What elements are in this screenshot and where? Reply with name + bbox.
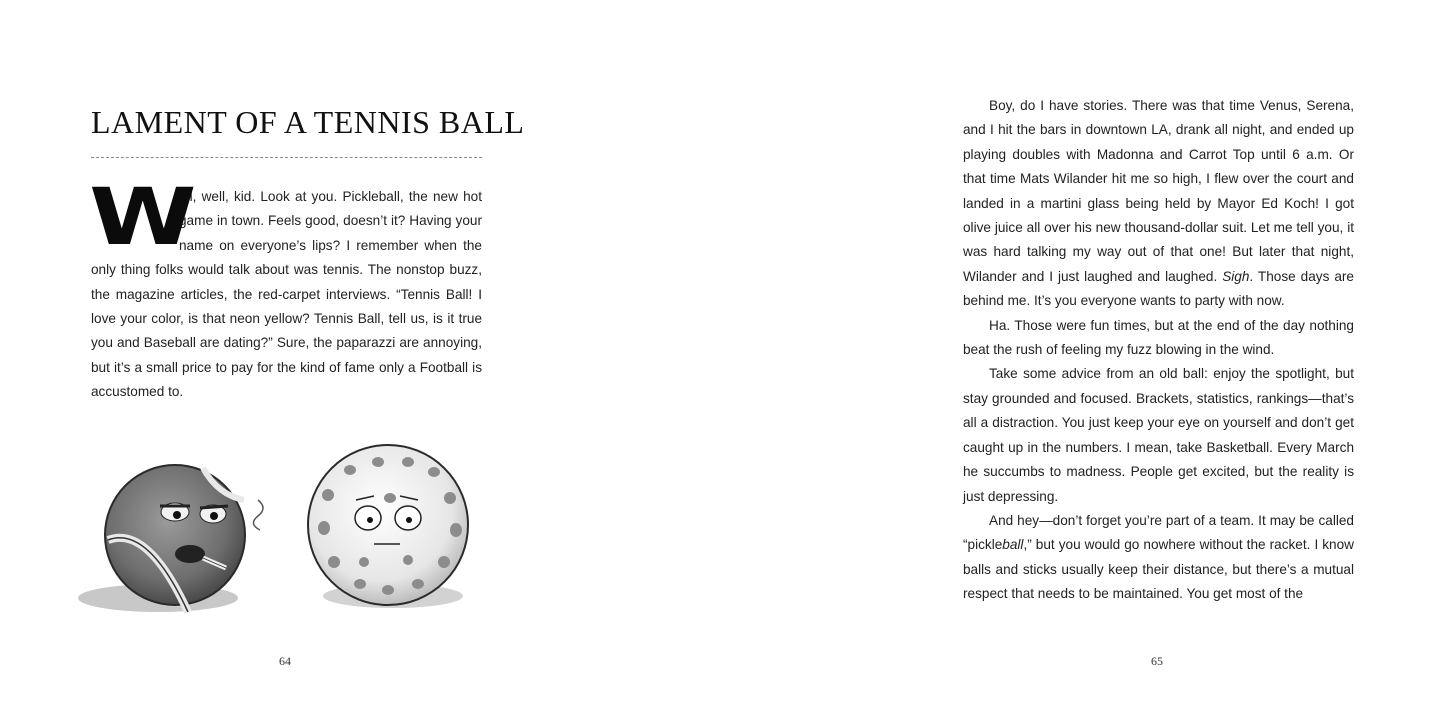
smoke: [253, 500, 263, 530]
pickleball-icon: [308, 445, 468, 605]
opening-paragraph-text: ell, well, kid. Look at you. Pickleball, the new hot game in town. Feels good, doesn’t it? Having your name on everyone’s lips? I remember when the only thing folks would talk about was tennis. The nonstop buzz, the magazine articles, the red-carpet interviews. “Tennis Ball! I love your color, is that neon yellow? Tennis Ball, tell us, is it true you and Baseball are dating?” Sure, the paparazzi are annoying, but it’s a small price to pay for the kind of fame only a Football is accustomed to.: [91, 189, 482, 400]
paragraph: Ha. Those were fun times, but at the end of the day nothing beat the rush of feeling my fuzz blowing in the wind.: [963, 317, 1354, 358]
right-page: [722, 0, 1445, 723]
opening-paragraph: [89, 173, 482, 405]
page-number: 64: [279, 654, 291, 668]
right-page-body: [963, 94, 1354, 607]
drop-cap: W: [89, 173, 197, 263]
emphasis: ball: [1002, 537, 1024, 553]
paragraph: Boy, do I have stories. There was that time Venus, Serena, and I hit the bars in downtown LA, drank all night, and ended up playing doubles with Madonna and Carrot Top until 6 a.m. Or that time Mats Wilander hit me so high, I flew over the court and landed in a martini glass being held by Mayor Ed Koch! I got olive juice all over his new thousand-dollar suit. Let me tell you, it was hard talking my way out of that one! But later that night, Wilander and I just laughed and laughed. Sigh. Those days are behind me. It’s you everyone wants to party with now.: [963, 98, 1354, 309]
tennis-ball-and-pickleball-illustration: [78, 440, 478, 620]
paragraph: Take some advice from an old ball: enjoy the spotlight, but stay grounded and focused. Brackets, statistics, rankings—that’s all a distraction. You just keep your eye on yourself and don’t get caught up in the numbers. I mean, take Basketball. Every March he succumbs to madness. People get excited, but the reality is just depressing.: [963, 366, 1354, 504]
page-number: 65: [1151, 654, 1163, 668]
emphasis: Sigh: [1222, 268, 1250, 284]
chapter-title: LAMENT OF A TENNIS BALL: [91, 104, 525, 140]
paragraph: And hey—don’t forget you’re part of a team. It may be called “pickleball,” but you would go nowhere without the racket. I know balls and sticks usually keep their distance, but there’s a mutual respect that needs to be maintained. You get most of the: [963, 512, 1354, 602]
left-page: [0, 0, 722, 723]
title-divider: [91, 157, 482, 158]
